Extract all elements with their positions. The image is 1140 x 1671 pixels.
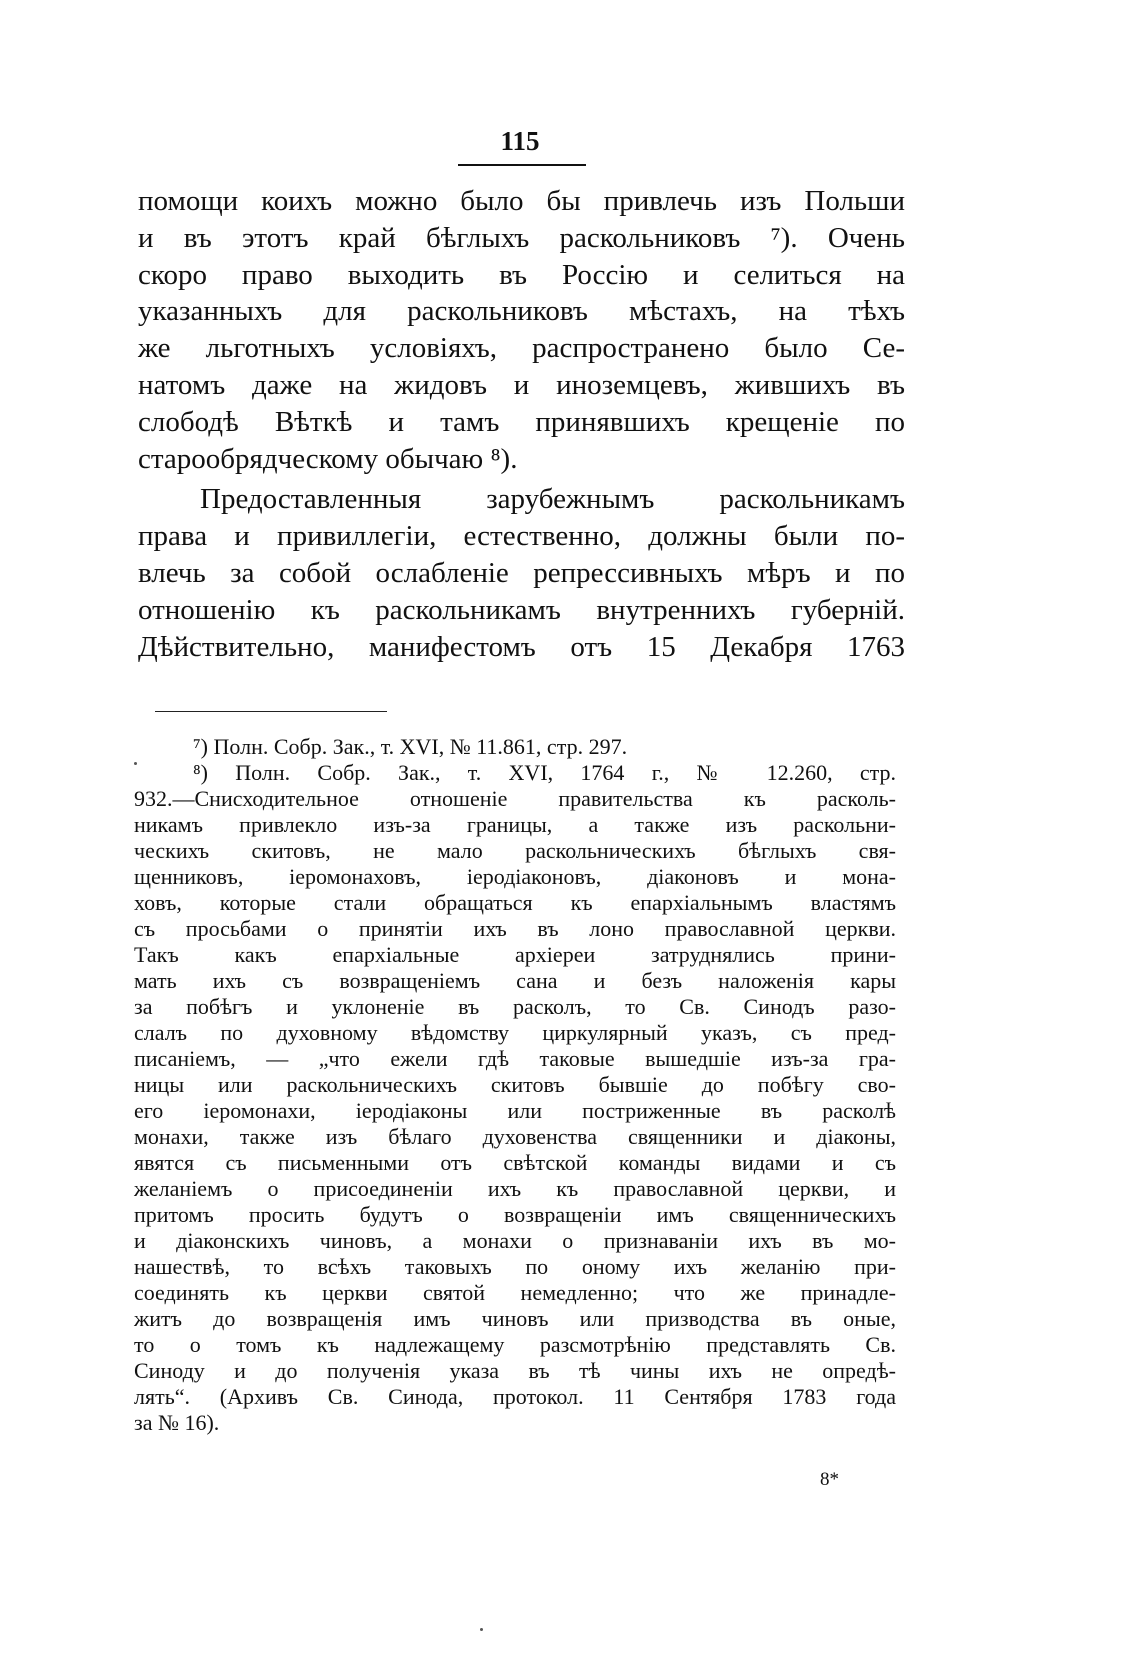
footnote-line: ховъ, которые стали обращаться къ епархіальнымъ властямъ bbox=[134, 890, 896, 915]
body-line: слободѣ Вѣткѣ и тамъ принявшихъ крещеніе по bbox=[138, 406, 905, 438]
footnote-rule bbox=[155, 711, 387, 712]
footnote-line: нашествѣ, то всѣхъ таковыхъ по оному ихъ желанію при- bbox=[134, 1254, 896, 1279]
body-line: Дѣйствительно, манифестомъ отъ 15 Декабря 1763 bbox=[138, 631, 905, 663]
footnote-line: съ просьбами о принятіи ихъ въ лоно православной церкви. bbox=[134, 916, 896, 941]
footnote-line: то о томъ къ надлежащему разсмотрѣнію представлять Св. bbox=[134, 1332, 896, 1357]
footnote-line: монахи, также изъ бѣлаго духовенства священники и діаконы, bbox=[134, 1124, 896, 1149]
footnote-line: притомъ просить будутъ о возвращеніи имъ священническихъ bbox=[134, 1202, 896, 1227]
header-rule bbox=[458, 164, 586, 166]
footnote-line: ⁸) Полн. Собр. Зак., т. XVI, 1764 г., № 12.260, стр. bbox=[193, 760, 896, 785]
footnote-line: писаніемъ, — „что ежели гдѣ таковые вышедшіе изъ-за гра- bbox=[134, 1046, 896, 1071]
body-line: права и привиллегіи, естественно, должны были по- bbox=[138, 520, 905, 552]
footnote-line: Синоду и до полученія указа въ тѣ чины ихъ не опредѣ- bbox=[134, 1358, 896, 1383]
body-line: указанныхъ для раскольниковъ мѣстахъ, на тѣхъ bbox=[138, 295, 905, 327]
body-line: натомъ даже на жидовъ и иноземцевъ, жившихъ въ bbox=[138, 369, 905, 401]
body-line: Предоставленныя зарубежнымъ раскольникамъ bbox=[200, 483, 905, 515]
footnote-line: мать ихъ съ возвращеніемъ сана и безъ наложенія кары bbox=[134, 968, 896, 993]
body-line: и въ этотъ край бѣглыхъ раскольниковъ ⁷). Очень bbox=[138, 222, 905, 254]
footnote-line: ницы или раскольническихъ скитовъ бывшіе до побѣгу сво- bbox=[134, 1072, 896, 1097]
footnote-line: его іеромонахи, іеродіаконы или постриженные въ расколѣ bbox=[134, 1098, 896, 1123]
footnote-line: 932.—Снисходительное отношеніе правительства къ расколь- bbox=[134, 786, 896, 811]
footnote-line: ⁷) Полн. Собр. Зак., т. XVI, № 11.861, стр. 297. bbox=[193, 734, 628, 759]
footnote-line: никамъ привлекло изъ-за границы, а также изъ раскольни- bbox=[134, 812, 896, 837]
footnote-line: щенниковъ, іеромонаховъ, іеродіаконовъ, діаконовъ и мона- bbox=[134, 864, 896, 889]
paper-speck bbox=[134, 762, 137, 765]
footnote-line: слалъ по духовному вѣдомству циркулярный указъ, съ пред- bbox=[134, 1020, 896, 1045]
footnote-line: житъ до возвращенія имъ чиновъ или призводства въ оные, bbox=[134, 1306, 896, 1331]
body-line: же льготныхъ условіяхъ, распространено было Се- bbox=[138, 332, 905, 364]
signature-mark: 8* bbox=[820, 1469, 839, 1490]
body-line: старообрядческому обычаю ⁸). bbox=[138, 443, 518, 475]
footnote-line: Такъ какъ епархіальные архіереи затруднялись прини- bbox=[134, 942, 896, 967]
footnote-line: соединять къ церкви святой немедленно; что же принадле- bbox=[134, 1280, 896, 1305]
footnote-line: явятся съ письменными отъ свѣтской команды видами и съ bbox=[134, 1150, 896, 1175]
body-line: отношенію къ раскольникамъ внутреннихъ губерній. bbox=[138, 594, 905, 626]
footnote-line: лять“. (Архивъ Св. Синода, протокол. 11 Сентября 1783 года bbox=[134, 1384, 896, 1409]
footnote-line: ческихъ скитовъ, не мало раскольническихъ бѣглыхъ свя- bbox=[134, 838, 896, 863]
footnote-line: и діаконскихъ чиновъ, а монахи о признаваніи ихъ въ мо- bbox=[134, 1228, 896, 1253]
footnote-line: желаніемъ о присоединеніи ихъ къ православной церкви, и bbox=[134, 1176, 896, 1201]
body-line: помощи коихъ можно было бы привлечь изъ Польши bbox=[138, 185, 905, 217]
body-line: влечь за собой ослабленіе репрессивныхъ мѣръ и по bbox=[138, 557, 905, 589]
paper-speck bbox=[480, 1628, 483, 1631]
body-line: скоро право выходить въ Россію и селиться на bbox=[138, 259, 905, 291]
footnote-line: за побѣгъ и уклоненіе въ расколъ, то Св. Синодъ разо- bbox=[134, 994, 896, 1019]
page-number: 115 bbox=[500, 126, 540, 156]
footnote-line: за № 16). bbox=[134, 1410, 220, 1435]
